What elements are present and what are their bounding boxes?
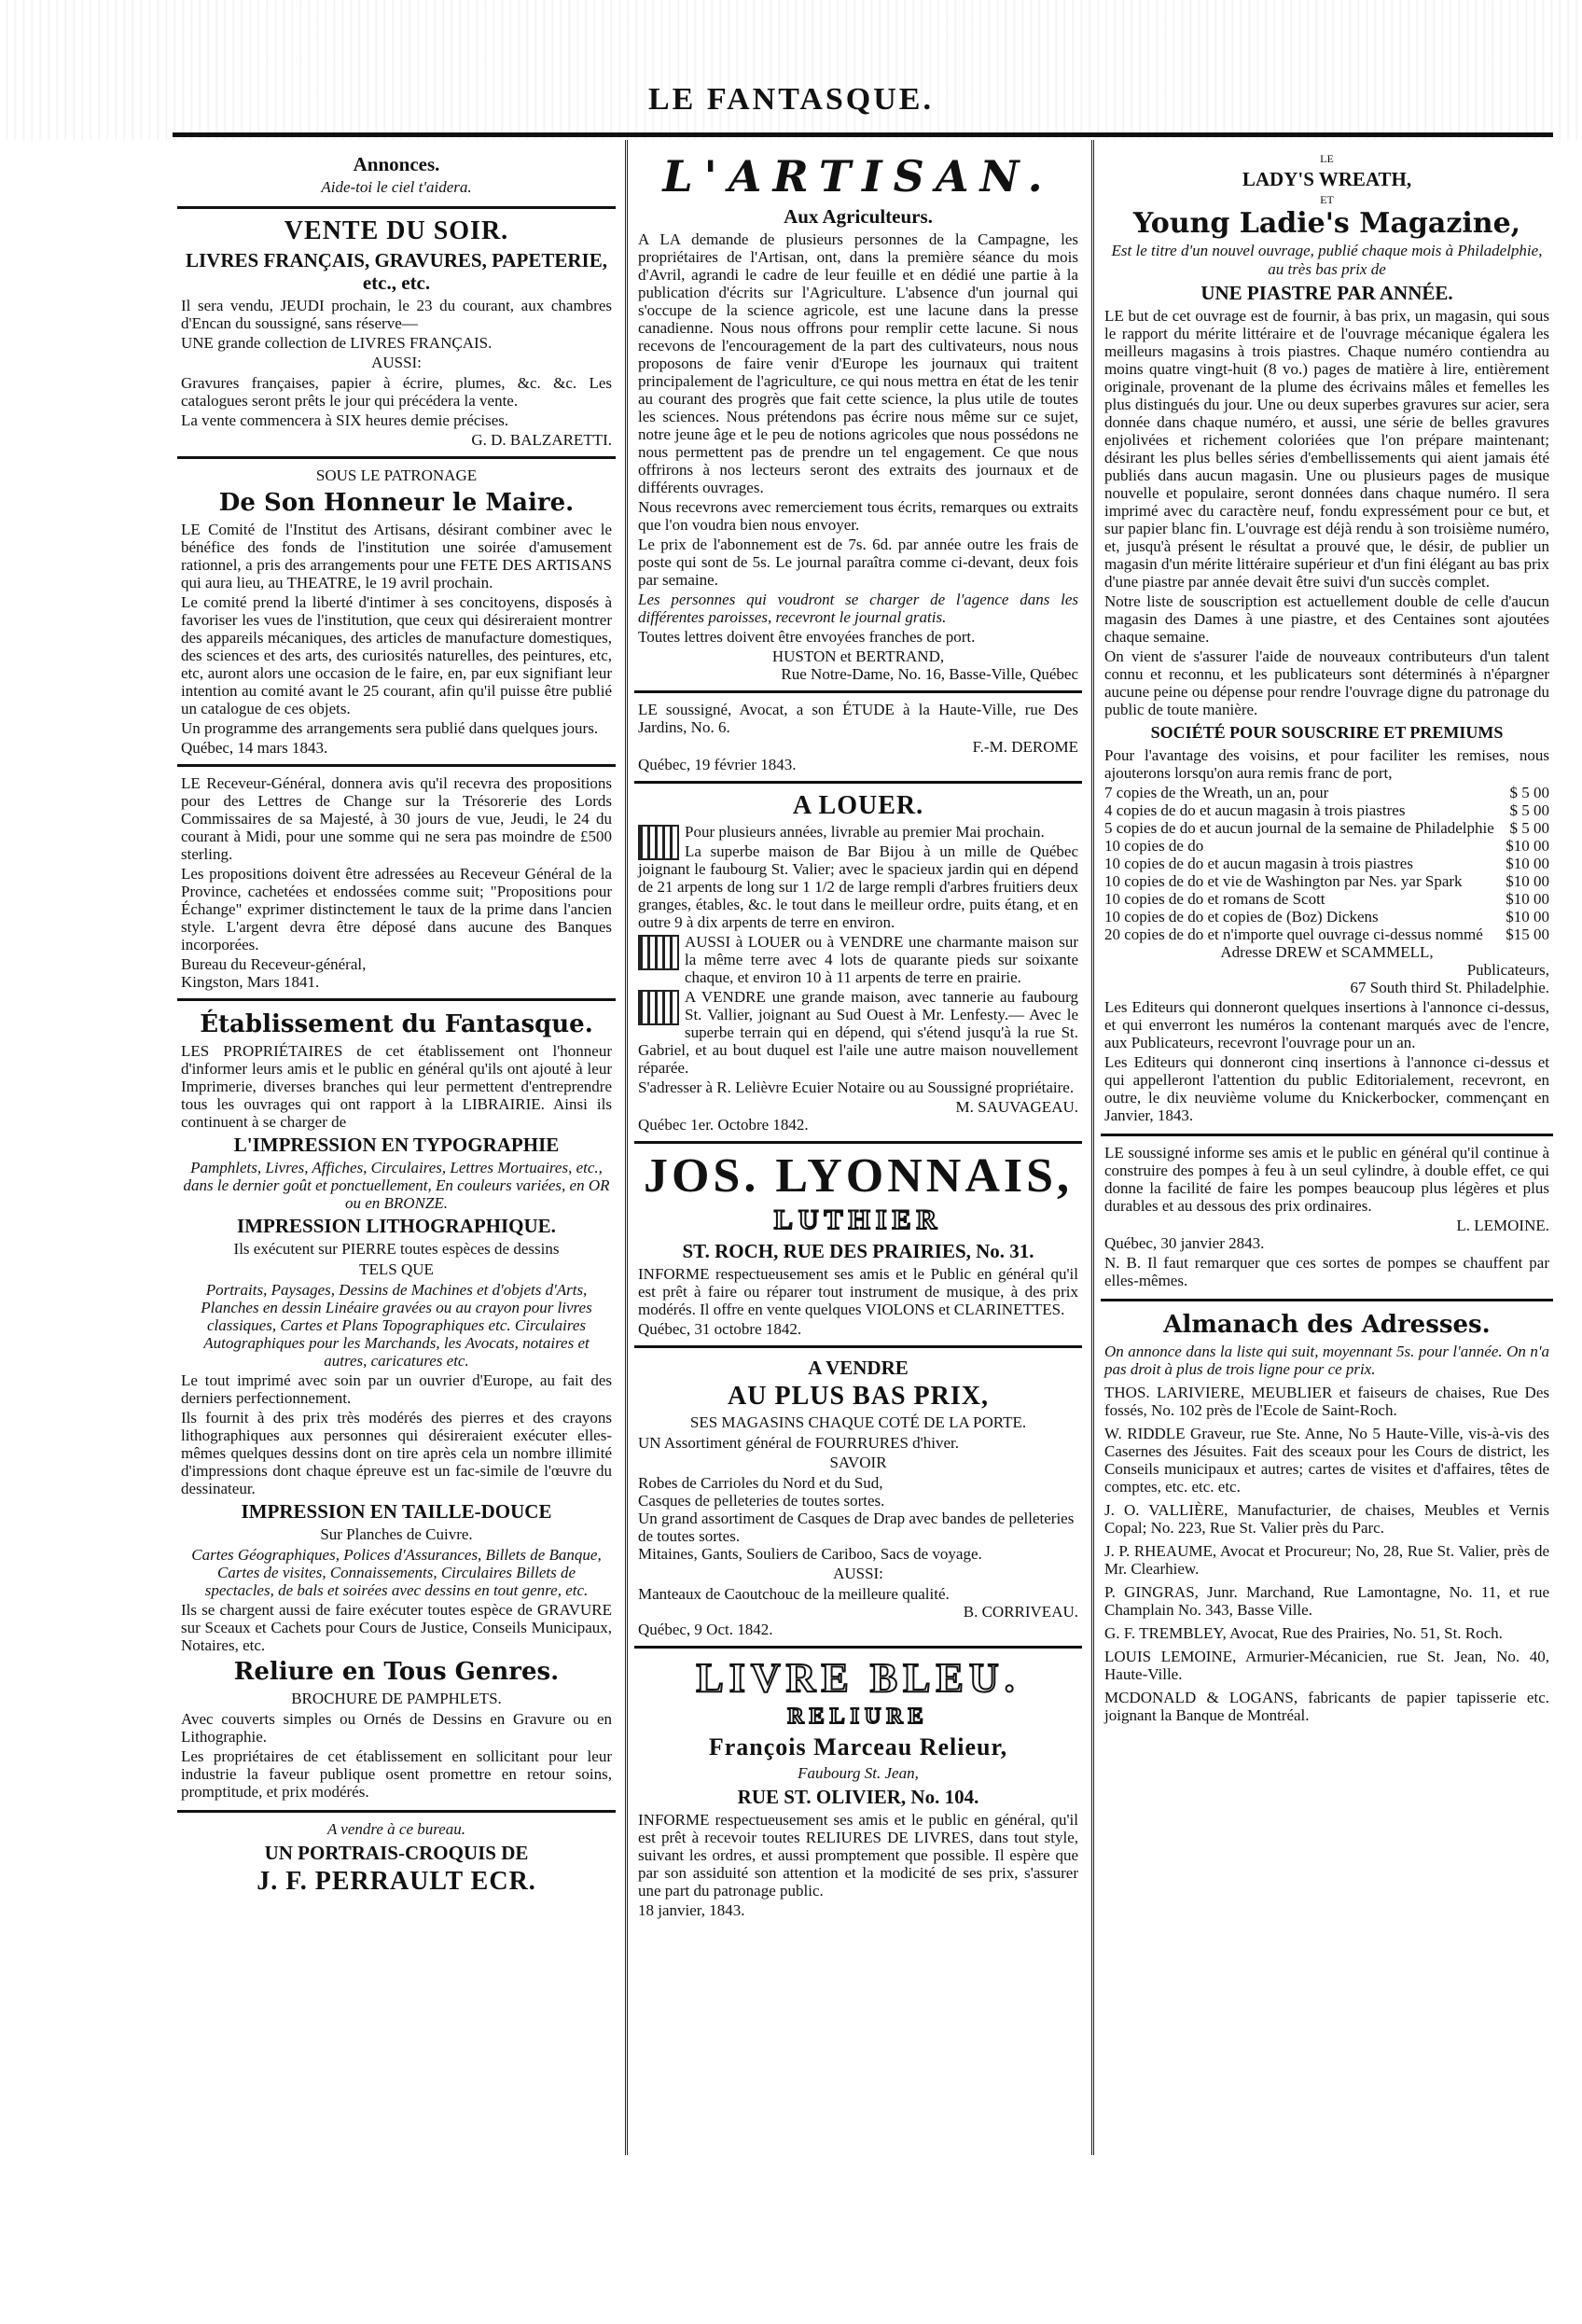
etablissement-title: Établissement du Fantasque. <box>200 1010 593 1038</box>
lithographie-subtitle: Ils exécutent sur PIERRE toutes espèces de dessins <box>233 1240 560 1258</box>
price-value: $ 5 00 <box>1509 784 1549 801</box>
livre-bleu-title: LIVRE BLEU. <box>696 1655 1020 1701</box>
column-divider-2 <box>1091 140 1094 2155</box>
address-list <box>1104 1384 1549 1724</box>
livre-bleu-block <box>634 1649 1082 1927</box>
patronage-title: De Son Honneur le Maire. <box>218 489 575 517</box>
fourrures-item: Casques de pelleteries de toutes sortes. <box>638 1492 885 1510</box>
price-list <box>1104 784 1549 943</box>
price-row <box>1104 784 1549 801</box>
fourrures-aussi: AUSSI: <box>833 1565 883 1582</box>
column-3 <box>1101 145 1553 2305</box>
lemoine-date: Québec, 30 janvier 2843. <box>1104 1234 1265 1252</box>
receveur-block <box>177 767 616 1001</box>
taille-douce-title: IMPRESSION EN TAILLE-DOUCE <box>241 1500 552 1523</box>
price-row <box>1104 890 1549 908</box>
drew-street: 67 South third St. Philadelphie. <box>1350 979 1549 996</box>
price-value: $10 00 <box>1506 872 1549 890</box>
fourrures-item: Manteaux de Caoutchouc de la meilleure qualité. <box>638 1585 950 1603</box>
comite-date: Québec, 14 mars 1843. <box>181 739 328 757</box>
perrault-name: J. F. PERRAULT ECR. <box>257 1867 536 1896</box>
address-entry: W. RIDDLE Graveur, rue Ste. Anne, No 5 Haute-Ville, vis-à-vis des Casernes des Jésuites. Fait des sceaux pour les Cours de district, les Conseils municipaux et autres; cartes de visites et d'affaires, têtes de comptes, etc. etc. etc. <box>1104 1425 1549 1496</box>
louer-text-4: A VENDRE une grande maison, avec tannerie au faubourg St. Vallier, joignant au Sud Ouest à Mr. Lenfesty.— Avec le superbe terrain qui en dépend, qui s'étend jusqu'à la rue St. Gabriel, et au bout duquel est l'aile une autre maison nouvellement réparée. <box>638 988 1078 1077</box>
vente-signature: G. D. BALZARETTI. <box>471 431 612 449</box>
receveur-date: Kingston, Mars 1841. <box>181 973 320 991</box>
artisan-title: L'ARTISAN. <box>662 151 1054 202</box>
perrault-block <box>177 1813 616 1906</box>
address-entry: G. F. TREMBLEY, Avocat, Rue des Prairies, No. 51, St. Roch. <box>1104 1624 1503 1642</box>
louer-date: Québec 1er. Octobre 1842. <box>638 1116 809 1134</box>
etablissement-text: LES PROPRIÉTAIRES de cet établissement ont l'honneur d'informer leurs amis et le public en général qu'ils ont ajouté à leur Imprimerie, diverses branches qui leur permettent d'entreprendre tous les ouvrages qui ont rapport à la LIBRAIRIE. Ainsi ils continuent à se charger de <box>181 1042 612 1131</box>
agri-text-1: A LA demande de plusieurs personnes de la Campagne, les propriétaires de l'Artisan, ont, dans la première séance du mois d'Avril, agrandi le cadre de leur feuille et en dédié une partie à la publication d'écrits sur l'Agriculture. L'absence d'un journal qui s'occupe de la science agricole, est une lacune dans la presse canadienne. Nous nous offrons pour remplir cette lacune. Si nous recevons de l'encouragement de la part des cultivateurs, nous nous proposons de faire venir d'Europe les journaux qui traitent principalement de l'agriculture, ce qui nous mettra en état de les tenir au courant des progrès que fait cette science, la plus utile de toutes les sciences. Nous prétendons pas écrire nous même sur ce sujet, notre jeune âge et le peu de notions agricoles que nous possédons ne nous permettent pas de prendre un tel engagement. Ce que nous offrirons à nos lecteurs seront des extraits des journaux et de différents ouvrages. <box>638 230 1078 496</box>
agri-text-3: Le prix de l'abonnement est de 7s. 6d. par année outre les frais de poste qui sont de 5s. Le journal paraîtra comme ci-devant, deux fois par semaine. <box>638 536 1078 589</box>
ladys-text-5: Les Editeurs qui donneront quelques insertions à l'annonce ci-dessus, et qui enverront les numéros la contenant marqués avec de l'encre, aux Publicateurs, recevront l'ouvrage pour un an. <box>1104 998 1549 1051</box>
vente-text-1: Il sera vendu, JEUDI prochain, le 23 du courant, aux chambres d'Encan du soussigné, sans réserve— <box>181 297 612 332</box>
price-row <box>1104 855 1549 872</box>
column-1 <box>177 145 616 2305</box>
taille-douce-text-2: Ils se chargent aussi de faire exécuter toutes espèce de GRAVURE sur Sceaux et Cachets pour Cours de Justice, Conseils Municipaux, Notaires, etc. <box>181 1601 612 1654</box>
price-row <box>1104 801 1549 819</box>
marceau-name: François Marceau Relieur, <box>708 1733 1008 1760</box>
almanach-text: On annonce dans la liste qui suit, moyennant 5s. pour l'année. On n'a pas droit à plus de trois ligne pour ce prix. <box>1104 1343 1549 1378</box>
lithographie-title: IMPRESSION LITHOGRAPHIQUE. <box>237 1215 556 1237</box>
receveur-office: Bureau du Receveur-général, <box>181 955 367 973</box>
price-value: $10 00 <box>1506 837 1549 855</box>
vente-text-2: UNE grande collection de LIVRES FRANÇAIS. <box>181 334 493 352</box>
address-entry: LOUIS LEMOINE, Armurier-Mécanicien, rue St. Jean, No. 40, Haute-Ville. <box>1104 1648 1549 1683</box>
address-entry: MCDONALD & LOGANS, fabricants de papier tapisserie etc. joignant la Banque de Montréal. <box>1104 1689 1549 1724</box>
patronage-label: SOUS LE PATRONAGE <box>315 466 478 484</box>
masthead: LE FANTASQUE. <box>647 82 934 117</box>
typographie-title: L'IMPRESSION EN TYPOGRAPHIE <box>233 1134 560 1156</box>
reliure-text-2: Les propriétaires de cet établissement en sollicitant pour leur industrie la faveur publique osent promettre en retour soins, promptitude, et prix modérés. <box>181 1747 612 1801</box>
taille-douce-text-1: Cartes Géographiques, Polices d'Assurances, Billets de Banque, Cartes de visites, Connaissements, Circulaires Billets de spectacles, de bals et soirées avec dessins en tout genre, etc. <box>191 1546 602 1599</box>
fourrures-block <box>634 1348 1082 1649</box>
young-ladies-title: Young Ladie's Magazine, <box>1132 207 1521 240</box>
receveur-text-1: LE Receveur-Général, donnera avis qu'il recevra des propositions pour des Lettres de Change sur la Trésorerie des Lords Commissaires de sa Majesté, à 30 jours de vue, Jeudi, le 24 du courant à Midi, pour une somme qui ne sera pas moindre de £500 sterling. <box>181 774 612 863</box>
price-item: 10 copies de do <box>1104 837 1204 855</box>
patronage-block <box>177 459 616 767</box>
fourrures-date: Québec, 9 Oct. 1842. <box>638 1621 773 1638</box>
avendre-label: A VENDRE <box>808 1357 909 1379</box>
lithographie-text-2: Le tout imprimé avec soin par un ouvrier d'Europe, au fait des derniers perfectionnement. <box>181 1371 612 1407</box>
house-icon <box>638 825 679 860</box>
price-item: 10 copies de do et romans de Scott <box>1104 890 1325 908</box>
address-entry: P. GINGRAS, Junr. Marchand, Rue Lamontagne, No. 11, et rue Champlain No. 343, Basse Ville. <box>1104 1583 1549 1619</box>
louer-text-5: S'adresser à R. Lelièvre Ecuier Notaire ou au Soussigné propriétaire. <box>638 1079 1075 1096</box>
reliure-text-1: Avec couverts simples ou Ornés de Dessins en Gravure ou en Lithographie. <box>181 1710 612 1746</box>
magasins-label: SES MAGASINS CHAQUE COTÉ DE LA PORTE. <box>689 1413 1027 1431</box>
price-item: 10 copies de do et copies de (Boz) Dickens <box>1104 908 1379 925</box>
ladys-text-3: On vient de s'assurer l'aide de nouveaux contributeurs d'un talent connu et reconnu, et les publicateurs sont déterminés à n'épargner aucune peine ou dépense pour rendre l'ouvrage digne du patronage du public de toute manière. <box>1104 647 1549 718</box>
societe-text: Pour l'avantage des voisins, et pour faciliter les remises, nous ajouterons lorsqu'on aura remis franc de port, <box>1104 746 1549 782</box>
faubourg-label: Faubourg St. Jean, <box>798 1764 919 1782</box>
comite-text-1: LE Comité de l'Institut des Artisans, désirant combiner avec le bénéfice des fonds de l'institution une soirée d'amusement rationnel, a pris des arrangements pour une FETE DES ARTISANS qui aura lieu, au THEATRE, le 19 avril prochain. <box>181 521 612 591</box>
lemoine-signature: L. LEMOINE. <box>1456 1217 1549 1234</box>
societe-title: SOCIÉTÉ POUR SOUSCRIRE ET PREMIUMS <box>1150 723 1504 742</box>
price-value: $10 00 <box>1506 890 1549 908</box>
louer-text-2: La superbe maison de Bar Bijou à un mille de Québec joignant le faubourg St. Valier; avec le spacieux jardin qui en dépend de 21 arpents de long sur 1 1/2 de large rempli d'arbres fruitiers deux granges, étables, &c. le tout dans le meilleur ordre, puits étang, et en outre 9 à dix arpents de terre en environ. <box>638 842 1078 931</box>
lyonnais-date: Québec, 31 octobre 1842. <box>638 1320 802 1338</box>
ladys-text-1: LE but de cet ouvrage est de fournir, à bas prix, un magasin, qui sous le rapport du mérite littéraire et de l'ouvrage mécanique égalera les meilleurs magasins à trois piastres. Chaque numéro contiendra au moins quatre vingt-huit (8 vo.) pages de matière à lire, entièrement originale, provenant de la plume des écrivains mâles et femelles les plus distingués du jour. Une ou deux superbes gravures sur acier, sera donnée dans chaque numéro, et aussi, une série de belles gravures enjolivées et richement coloriées que l'on prépare maintenant; désirant les plus belles séries d'embellissements qui aient jamais été publiés dans aucun magasin. Une ou plusieurs pages de musique nouvelle et populaire, seront données dans chaque numéro. Il sera imprimé avec du caractère neuf, fondu expressément pour ce but, et sur papier blanc fin. L'ouvrage est déjà rendu à son troisième numéro, et, jusqu'à présent le résultat a prouvé que, le désir, de publier un magasin d'un mérite littéraire supérieur et d'un fini élégant au bas prix d'une piastre par année devait être suivi d'un succès complet. <box>1104 307 1549 591</box>
ladys-wreath-block <box>1101 145 1553 1136</box>
le-label: LE <box>1320 152 1334 165</box>
house-icon <box>638 990 679 1025</box>
address-entry: J. P. RHEAUME, Avocat et Procureur; No, 28, Rue St. Valier, près de Mr. Clearhiew. <box>1104 1542 1549 1578</box>
savoir-label: SAVOIR <box>829 1454 887 1471</box>
vendre-bureau: A vendre à ce bureau. <box>326 1820 466 1838</box>
titre-text: Est le titre d'un nouvel ouvrage, publié chaque mois à Philadelphie, au très bas prix de <box>1111 242 1543 278</box>
plus-bas-prix: AU PLUS BAS PRIX, <box>728 1382 989 1411</box>
agri-text-5: Toutes lettres doivent être envoyées franches de port. <box>638 628 976 646</box>
price-row <box>1104 837 1549 855</box>
almanach-title: Almanach des Adresses. <box>1163 1311 1491 1339</box>
price-value: $10 00 <box>1506 908 1549 925</box>
lemoine-nb: N. B. Il faut remarquer que ces sortes de pompes se chauffent par elles-mêmes. <box>1104 1254 1549 1289</box>
vente-title: VENTE DU SOIR. <box>284 216 509 245</box>
louer-signature: M. SAUVAGEAU. <box>955 1098 1078 1116</box>
etablissement-block <box>177 1001 616 1813</box>
lyonnais-address: ST. ROCH, RUE DES PRAIRIES, No. 31. <box>682 1240 1034 1262</box>
vente-subtitle: LIVRES FRANÇAIS, GRAVURES, PAPETERIE, etc., etc. <box>186 249 607 294</box>
scan-noise <box>0 0 1582 140</box>
vente-aussi: AUSSI: <box>371 354 422 371</box>
derome-text: LE soussigné, Avocat, a son ÉTUDE à la Haute-Ville, rue Des Jardins, No. 6. <box>638 701 1078 736</box>
marceau-date: 18 janvier, 1843. <box>638 1901 745 1919</box>
lemoine-text: LE soussigné informe ses amis et le public en général qu'il continue à construire des pompes à feu à un seul cylindre, à double effet, ce qui donne la facilité de faire les pompes beaucoup plus légères et plus durables et au dessous des prix ordinaires. <box>1104 1144 1549 1215</box>
agri-address: Rue Notre-Dame, No. 16, Basse-Ville, Québec <box>781 665 1078 683</box>
derome-block <box>634 693 1082 784</box>
louer-title: A LOUER. <box>792 791 924 820</box>
vente-block <box>177 209 616 459</box>
fourrures-signature: B. CORRIVEAU. <box>963 1603 1078 1621</box>
vente-text-3: Gravures françaises, papier à écrire, plumes, &c. &c. Les catalogues seront prêts le jour qui précédera la vente. <box>181 374 612 410</box>
portrait-label: UN PORTRAIS-CROQUIS DE <box>264 1842 529 1864</box>
price-value: $10 00 <box>1506 855 1549 872</box>
lyonnais-title: JOS. LYONNAIS, <box>643 1149 1074 1203</box>
fourrures-text: UN Assortiment général de FOURRURES d'hiver. <box>638 1434 959 1452</box>
price-item: 7 copies de the Wreath, un an, pour <box>1104 784 1329 801</box>
lithographie-text-3: Ils fournit à des prix très modérés des pierres et des crayons lithographiques aux personnes qui désireraient exécuter elles-mêmes quelques dessins dont on tire après cela un nombre illimité d'impressions dont chaque épreuve est un fac-simile de l'œuvre du dessinateur. <box>181 1409 612 1497</box>
agriculteurs-title: Aux Agriculteurs. <box>784 205 933 228</box>
annonces-motto: Aide-toi le ciel t'aidera. <box>321 178 472 196</box>
column-2 <box>634 145 1082 2305</box>
agri-signature: HUSTON et BERTRAND, <box>771 647 945 665</box>
fourrures-item: Robes de Carrioles du Nord et du Sud, <box>638 1474 883 1492</box>
house-icon <box>638 935 679 970</box>
ladys-text-2: Notre liste de souscription est actuellement double de celle d'aucun magasin des Dames à une piastre, et des Centaines sont ajoutées chaque semaine. <box>1104 592 1549 646</box>
drew-address: Adresse DREW et SCAMMELL, <box>1220 943 1434 961</box>
address-entry: THOS. LARIVIERE, MEUBLIER et faiseurs de chaises, Rue Des fossés, No. 102 près de l'Ecole de Saint-Roch. <box>1104 1384 1549 1419</box>
et-label: ET <box>1320 193 1334 206</box>
reliure-title: Reliure en Tous Genres. <box>233 1658 560 1686</box>
vente-text-4: La vente commencera à SIX heures demie précises. <box>181 411 509 429</box>
fourrures-item: Un grand assortiment de Casques de Drap avec bandes de pelleteries de toutes sortes. <box>638 1510 1075 1545</box>
price-value: $ 5 00 <box>1509 801 1549 819</box>
olivier-address: RUE ST. OLIVIER, No. 104. <box>737 1786 979 1808</box>
louer-text-1: Pour plusieurs années, livrable au premier Mai prochain. <box>685 823 1045 841</box>
lyonnais-block <box>634 1144 1082 1348</box>
lithographie-text-1: Portraits, Paysages, Dessins de Machines et d'objets d'Arts, Planches en dessin Linéaire gravées ou au crayon pour livres classiques, Cartes et Plans Topographiques etc. Circulaires Autographiques pour les Marchands, les Avocats, notaires et autres, caricatures etc. <box>201 1281 592 1370</box>
typographie-text: Pamphlets, Livres, Affiches, Circulaires, Lettres Mortuaires, etc., dans le dernier goût et ponctuellement, En couleurs variées, en OR ou en BRONZE. <box>183 1159 610 1212</box>
column-divider-1 <box>625 140 628 2155</box>
louer-block <box>634 784 1082 1144</box>
brochure-subtitle: BROCHURE DE PAMPHLETS. <box>291 1690 502 1707</box>
price-item: 10 copies de do et vie de Washington par Nes. yar Spark <box>1104 872 1463 890</box>
price-row <box>1104 908 1549 925</box>
price-item: 20 copies de do et n'importe quel ouvrage ci-dessus nommé <box>1104 925 1483 943</box>
taille-douce-subtitle: Sur Planches de Cuivre. <box>320 1525 473 1543</box>
piastre-label: UNE PIASTRE PAR ANNÉE. <box>1200 282 1453 304</box>
price-row <box>1104 925 1549 943</box>
ladys-text-6: Les Editeurs qui donneront cinq insertions à l'annonce ci-dessus et qui appelleront l'attention du public Editorialement, recevront, en outre, le dix neuvième volume du Knickerbocker, commençant en Janvier, 1843. <box>1104 1053 1549 1124</box>
reliure-label: RELIURE <box>787 1705 929 1729</box>
luthier-label: LUTHIER <box>773 1204 943 1235</box>
ladys-wreath-title: LADY'S WREATH, <box>1242 168 1412 190</box>
price-item: 4 copies de do et aucun magasin à trois piastres <box>1104 801 1406 819</box>
annonces-title: Annonces. <box>353 153 440 175</box>
lithographie-tels: TELS QUE <box>359 1260 434 1278</box>
address-entry: J. O. VALLIÈRE, Manufacturier, de chaises, Meubles et Vernis Copal; No. 223, Rue St. Valier près du Parc. <box>1104 1501 1549 1537</box>
price-value: $15 00 <box>1506 925 1549 943</box>
derome-date: Québec, 19 février 1843. <box>638 756 797 773</box>
marceau-text: INFORME respectueusement ses amis et le public en général, qu'il est prêt à recevoir toutes RELIURES DE LIVRES, dans tout style, suivant les ordres, et aussi promptement que possible. Il espère que par son assiduité son attention et la modicité de ses prix, s'assurer une part du patronage public. <box>638 1811 1078 1900</box>
agri-text-4: Les personnes qui voudront se charger de l'agence dans les différentes paroisses, recevront le journal gratis. <box>638 591 1078 626</box>
artisan-block <box>634 145 1082 693</box>
publicateurs-label: Publicateurs, <box>1466 961 1549 979</box>
derome-signature: F.-M. DEROME <box>972 738 1078 756</box>
lemoine-block <box>1101 1136 1553 1301</box>
louer-text-3: AUSSI à LOUER ou à VENDRE une charmante maison sur la même terre avec 4 lots de quarante pieds sur soixante chaque, et environ 10 à 11 arpents de terre en prairie. <box>685 933 1078 986</box>
price-value: $ 5 00 <box>1509 819 1549 837</box>
comite-text-3: Un programme des arrangements sera publié dans quelques jours. <box>181 719 599 737</box>
annonces-block <box>177 145 616 209</box>
almanach-block <box>1101 1301 1553 1737</box>
fourrures-item: Mitaines, Gants, Souliers de Cariboo, Sacs de voyage. <box>638 1545 982 1563</box>
price-item: 5 copies de do et aucun journal de la semaine de Philadelphie <box>1104 819 1494 837</box>
price-item: 10 copies de do et aucun magasin à trois piastres <box>1104 855 1413 872</box>
lyonnais-text: INFORME respectueusement ses amis et le Public en général qu'il est prêt à faire ou réparer tout instrument de musique, à des prix modérés. Il offre en vente quelques VIOLONS et CLARINETTES. <box>638 1265 1078 1318</box>
price-row <box>1104 872 1549 890</box>
agri-text-2: Nous recevrons avec remerciement tous écrits, remarques ou extraits que l'on voudra bien nous envoyer. <box>638 498 1078 534</box>
comite-text-2: Le comité prend la liberté d'intimer à ses concitoyens, disposés à favoriser les vues de l'institution, que ceux qui désireraient montrer des appareils mécaniques, des articles de manufacture domestiques, des sciences et des arts, des curiosités naturelles, des peintures, etc, etc, auront alors une occasion de le faire, en, par eux signifiant leur intention au comité avant le 25 courant, afin qu'il puisse être publié un catalogue de ces objets. <box>181 593 612 717</box>
top-rule <box>173 132 1553 137</box>
price-row <box>1104 819 1549 837</box>
receveur-text-2: Les propositions doivent être adressées au Receveur Général de la Province, cachetées et endossées comme suit; "Propositions pour Échange" exprimer distinctement le taux de la prime dans l'ancien style. L'argent devra être déposé dans aucune des Banques incorporées. <box>181 865 612 953</box>
